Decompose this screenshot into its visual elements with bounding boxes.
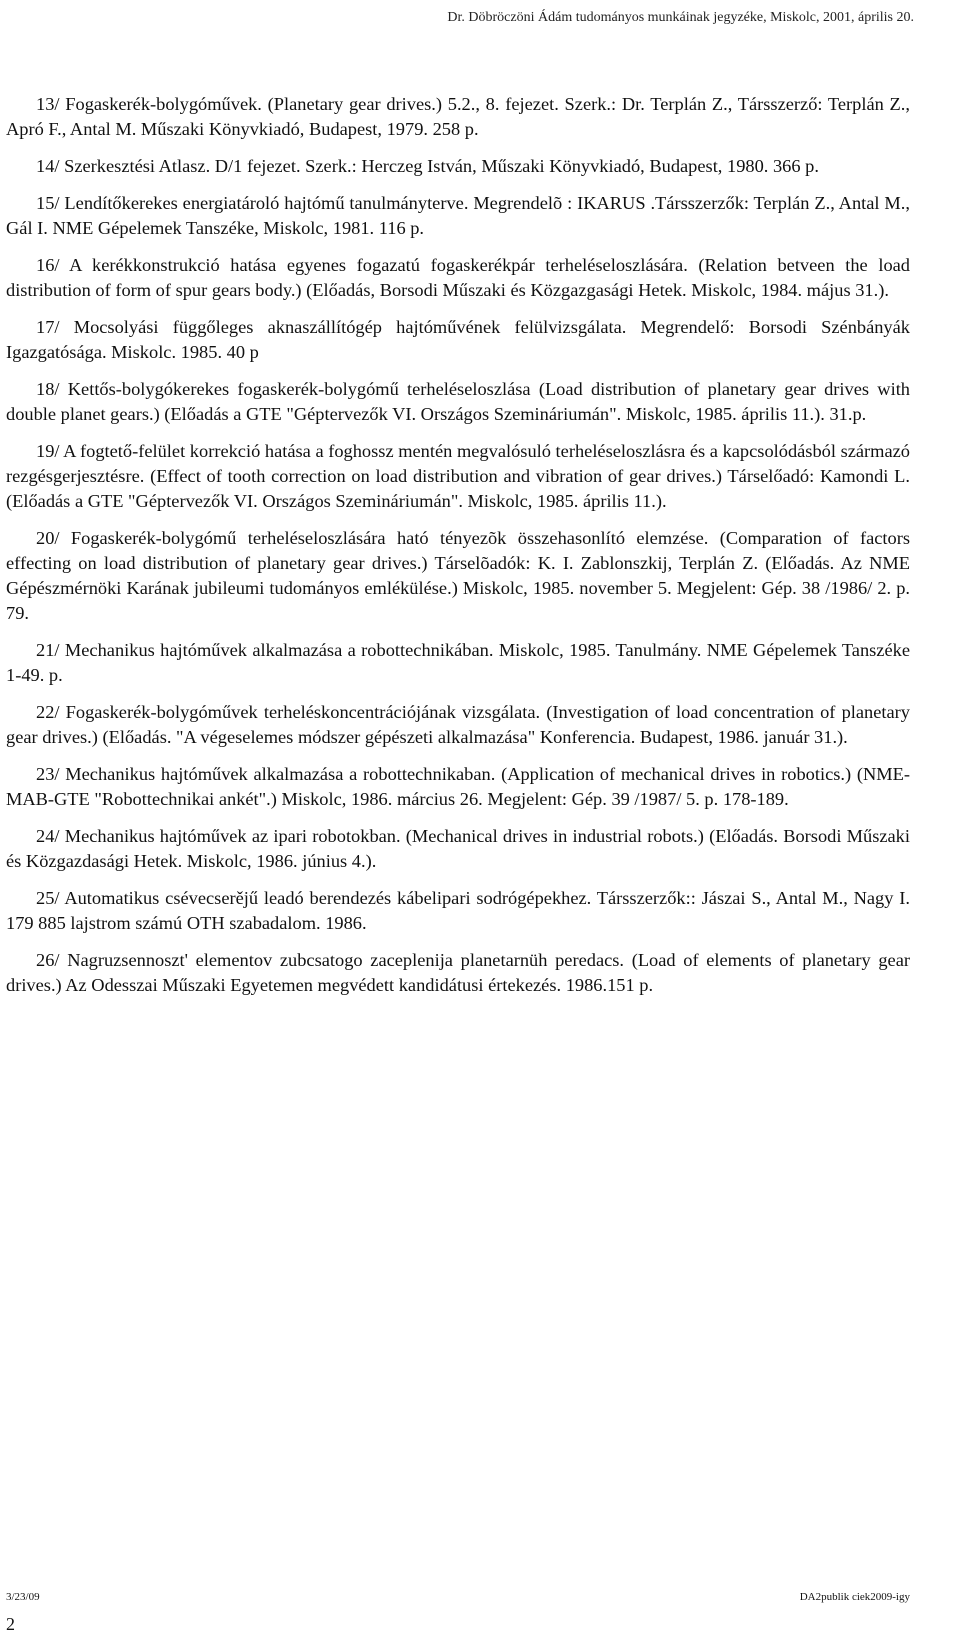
entry-text: Fogaskerék-bolygóművek terheléskoncentrációjának vizsgálata. (Investigation of load concentration of planetary gear drives.) (Előadás. "A végeselemes módszer gépészeti alkalmazása" Konferencia. Budapest, 1986. január 31.). <box>6 702 910 747</box>
entry-number: 21/ <box>36 640 60 660</box>
entry-number: 23/ <box>36 764 60 784</box>
entry-number: 26/ <box>36 950 60 970</box>
entry-22 <box>6 700 910 750</box>
entry-number: 25/ <box>36 888 60 908</box>
entry-14 <box>6 154 910 179</box>
entry-text: Szerkesztési Atlasz. D/1 fejezet. Szerk.: Herczeg István, Műszaki Könyvkiadó, Budapest, 1980. 366 p. <box>64 156 819 176</box>
entry-19 <box>6 439 910 514</box>
entry-number: 20/ <box>36 528 60 548</box>
entry-text: A kerékkonstrukció hatása egyenes fogazatú fogaskerékpár terheléseloszlására. (Relation betveen the load distribution of form of spur gears body.) (Előadás, Borsodi Műszaki és Közgazgasági Hetek. Miskolc, 1984. május 31.). <box>6 255 910 300</box>
entry-text: Kettős-bolygókerekes fogaskerék-bolygómű terheléseloszlása (Load distribution of planetary gear drives with double planet gears.) (Előadás a GTE "Géptervezők VI. Országos Szemináriumán". Miskolc, 1985. április 11.). 31.p. <box>6 379 910 424</box>
page-number: 2 <box>6 1614 15 1634</box>
entry-text: Mechanikus hajtóművek alkalmazása a robottechnikában. Miskolc, 1985. Tanulmány. NME Gépelemek Tanszéke 1-49. p. <box>6 640 910 685</box>
entry-text: A fogtető-felület korrekció hatása a foghossz mentén megvalósuló terheléseloszlásra és a kapcsolódásból származó rezgésgerjesztésre. (Effect of tooth correction on load distribution and vibration of gear drives.) Társelőadó: Kamondi L. (Előadás a GTE "Géptervezők VI. Országos Szemináriumán". Miskolc, 1985. április 11.). <box>6 441 910 511</box>
entry-number: 22/ <box>36 702 60 722</box>
entry-text: Lendítőkerekes energiatároló hajtómű tanulmányterve. Megrendelõ : IKARUS .Társszerzők: Terplán Z., Antal M., Gál I. NME Gépelemek Tanszéke, Miskolc, 1981. 116 p. <box>6 193 910 238</box>
entry-number: 24/ <box>36 826 60 846</box>
bibliography-list <box>6 92 910 1010</box>
entry-16 <box>6 253 910 303</box>
entry-18 <box>6 377 910 427</box>
footer-filename: DA2publik ciek2009-igy <box>799 1591 910 1603</box>
entry-26 <box>6 948 910 998</box>
entry-text: Nagruzsennoszt' elementov zubcsatogo zaceplenija planetarnüh peredacs. (Load of elements of planetary gear drives.) Az Odesszai Műszaki Egyetemen megvédett kandidátusi értekezés. 1986.151 p. <box>6 950 910 995</box>
entry-text: Fogaskerék-bolygómű terheléseloszlására ható tényezõk összehasonlító elemzése. (Comparation of factors effecting on load distribution of planetary gear drives.) Társelõadók: K. I. Zablonszkij, Terplán Z. (Előadás. Az NME Gépészmérnöki Karának jubileumi tudományos emlékülése.) Miskolc, 1985. november 5. Megjelent: Gép. 38 /1986/ 2. p. 79. <box>6 528 910 623</box>
footer-date: 3/23/09 <box>6 1591 40 1603</box>
page-header: Dr. Döbröczöni Ádám tudományos munkáinak jegyzéke, Miskolc, 2001, április 20. <box>447 10 914 25</box>
entry-text: Mocsolyási függőleges aknaszállítógép hajtóművének felülvizsgálata. Megrendelő: Borsodi Szénbányák Igazgatósága. Miskolc. 1985. 40 p <box>6 317 910 362</box>
entry-number: 18/ <box>36 379 60 399</box>
entry-13 <box>6 92 910 142</box>
entry-number: 19/ <box>36 441 60 461</box>
entry-15 <box>6 191 910 241</box>
entry-20 <box>6 526 910 626</box>
entry-24 <box>6 824 910 874</box>
entry-text: Fogaskerék-bolygóművek. (Planetary gear drives.) 5.2., 8. fejezet. Szerk.: Dr. Terplán Z., Társszerző: Terplán Z., Apró F., Antal M. Műszaki Könyvkiadó, Budapest, 1979. 258 p. <box>6 94 910 139</box>
entry-number: 15/ <box>36 193 60 213</box>
entry-text: Mechanikus hajtóművek alkalmazása a robottechnikaban. (Application of mechanical drives in robotics.) (NME-MAB-GTE "Robottechnikai ankét".) Miskolc, 1986. március 26. Megjelent: Gép. 39 /1987/ 5. p. 178-189. <box>6 764 910 809</box>
entry-23 <box>6 762 910 812</box>
entry-25 <box>6 886 910 936</box>
entry-text: Automatikus csévecserějű leadó berendezés kábelipari sodrógépekhez. Társszerzők:: Jászai S., Antal M., Nagy I. 179 885 lajstrom számú OTH szabadalom. 1986. <box>6 888 910 933</box>
entry-number: 16/ <box>36 255 60 275</box>
entry-21 <box>6 638 910 688</box>
entry-number: 17/ <box>36 317 60 337</box>
entry-17 <box>6 315 910 365</box>
entry-number: 14/ <box>36 156 60 176</box>
entry-text: Mechanikus hajtóművek az ipari robotokban. (Mechanical drives in industrial robots.) (Előadás. Borsodi Műszaki és Közgazdasági Hetek. Miskolc, 1986. június 4.). <box>6 826 910 871</box>
entry-number: 13/ <box>36 94 60 114</box>
